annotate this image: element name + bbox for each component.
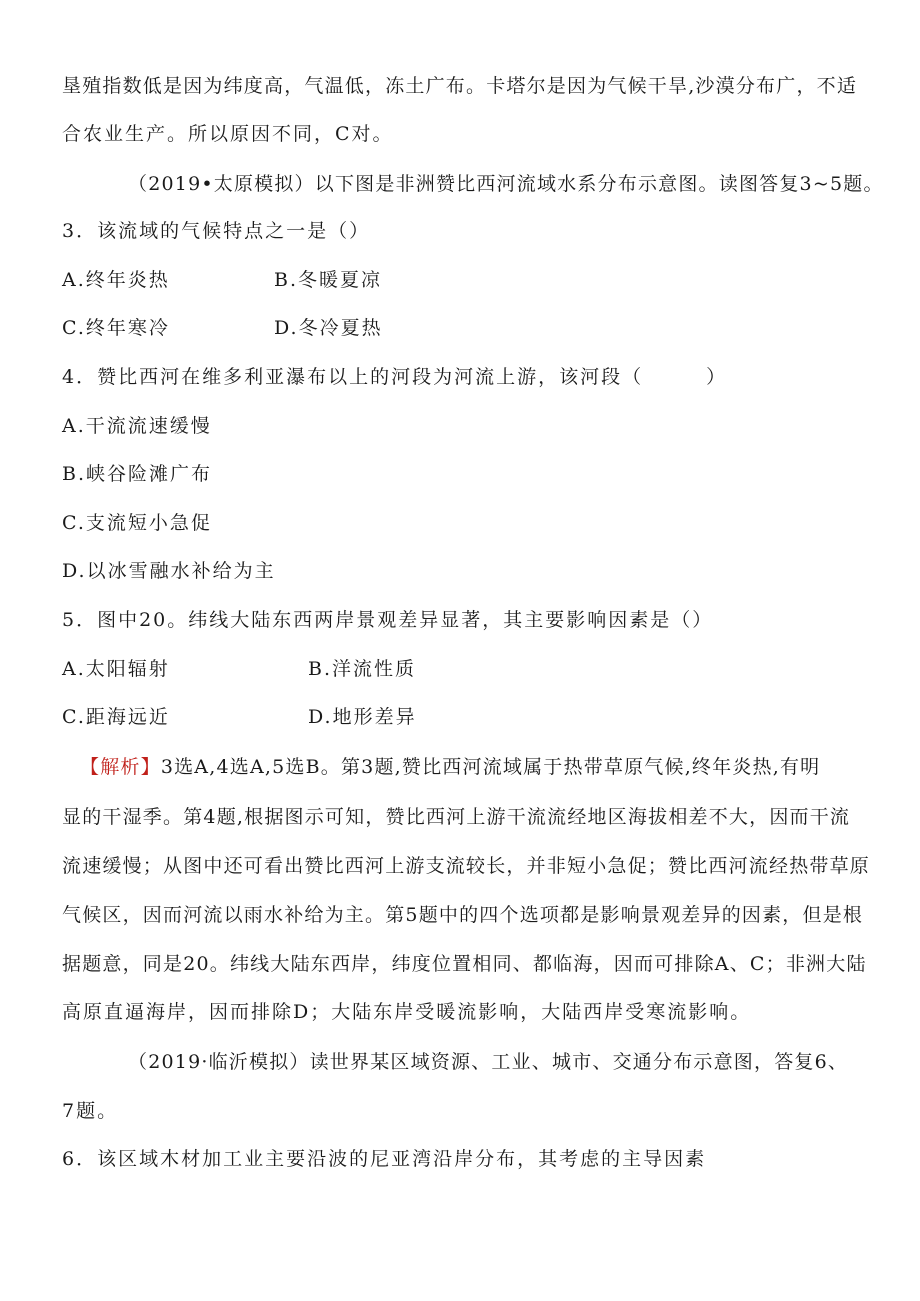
analysis-line: 显的干湿季。第4题,根据图示可知，赞比西河上游干流流经地区海拔相差不大，因而干流 bbox=[62, 806, 851, 828]
question-3-stem: 3．该流域的气候特点之一是（） bbox=[62, 220, 371, 242]
question-5-stem: 5．图中20。纬线大陆东西两岸景观差异显著，其主要影响因素是（） bbox=[62, 609, 714, 631]
question-5-options-row2 bbox=[62, 705, 417, 729]
option-d: D.地形差异 bbox=[308, 706, 417, 728]
question-4-stem: 4．赞比西河在维多利亚瀑布以上的河段为河流上游，该河段（ ） bbox=[62, 366, 728, 388]
analysis-line: 高原直逼海岸，因而排除D；大陆东岸受暖流影响，大陆西岸受寒流影响。 bbox=[62, 1001, 752, 1023]
question-6-stem: 6．该区域木材加工业主要沿波的尼亚湾沿岸分布，其考虑的主导因素 bbox=[62, 1148, 707, 1170]
analysis-text: 3选A,4选A,5选B。第3题,赞比西河流域属于热带草原气候,终年炎热,有明 bbox=[160, 756, 821, 778]
question-intro: （2019•太原模拟）以下图是非洲赞比西河流域水系分布示意图。读图答复3~5题。 bbox=[128, 173, 884, 195]
question-3-options-row2 bbox=[62, 316, 383, 340]
option-d: D.以冰雪融水补给为主 bbox=[62, 560, 276, 582]
question-intro: （2019·临沂模拟）读世界某区域资源、工业、城市、交通分布示意图，答复6、 bbox=[128, 1051, 849, 1073]
option-d: D.冬冷夏热 bbox=[274, 317, 383, 339]
option-b: B.峡谷险滩广布 bbox=[62, 463, 213, 485]
analysis-line: 气候区，因而河流以雨水补给为主。第5题中的四个选项都是影响景观差异的因素，但是根 bbox=[62, 904, 864, 926]
question-3-options-row1 bbox=[62, 268, 383, 292]
question-5-options-row1 bbox=[62, 657, 417, 681]
analysis-tag: 【解析】 bbox=[80, 756, 161, 778]
option-b: B.洋流性质 bbox=[308, 658, 417, 680]
analysis-line: 据题意，同是20。纬线大陆东西岸，纬度位置相同、都临海，因而可排除A、C；非洲大陆 bbox=[62, 953, 867, 975]
option-c: C.支流短小急促 bbox=[62, 512, 212, 534]
paragraph-line: 垦殖指数低是因为纬度高，气温低，冻土广布。卡塔尔是因为气候干旱,沙漠分布广，不适 bbox=[62, 75, 858, 97]
question-intro-cont: 7题。 bbox=[62, 1100, 119, 1122]
option-c: C.距海远近 bbox=[62, 706, 170, 728]
option-a: A.终年炎热 bbox=[62, 269, 170, 291]
paragraph-line: 合农业生产。所以原因不同，C对。 bbox=[62, 123, 394, 145]
analysis-first-line bbox=[80, 755, 820, 779]
option-a: A.太阳辐射 bbox=[62, 658, 170, 680]
option-b: B.冬暖夏凉 bbox=[274, 269, 383, 291]
option-a: A.干流流速缓慢 bbox=[62, 415, 212, 437]
analysis-line: 流速缓慢；从图中还可看出赞比西河上游支流较长，并非短小急促；赞比西河流经热带草原 bbox=[62, 855, 871, 877]
option-c: C.终年寒冷 bbox=[62, 317, 170, 339]
